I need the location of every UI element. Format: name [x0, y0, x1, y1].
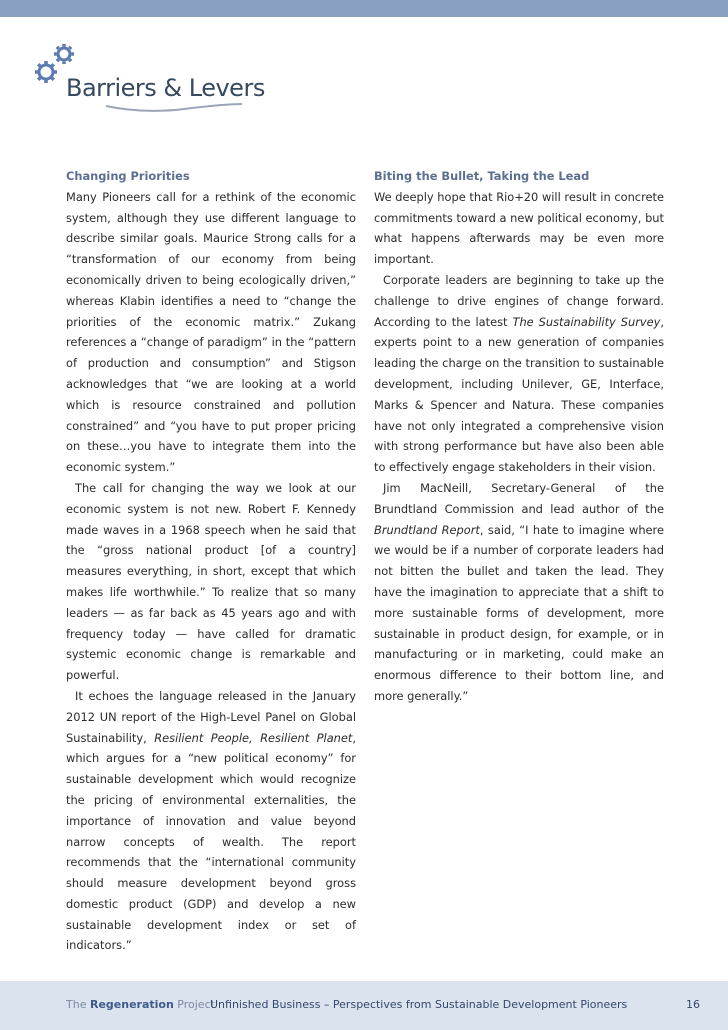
right-column-heading: Biting the Bullet, Taking the Lead — [374, 169, 590, 183]
left-column-heading: Changing Priorities — [66, 169, 190, 183]
right-column — [374, 166, 664, 707]
left-paragraph-3-text-a: It echoes the language released in the January 2012 UN report of the High-Level Panel on Global Sustainability, — [66, 688, 356, 745]
footer-brand-prefix: The — [66, 998, 90, 1011]
right-paragraph-3-text-a: Jim MacNeill, Secretary-General of the Brundtland Commission and lead author of the — [374, 480, 664, 516]
report-title: Resilient People, Resilient Planet — [154, 730, 353, 745]
footer-bar — [0, 981, 728, 1030]
right-paragraph-1: We deeply hope that Rio+20 will result in concrete commitments toward a new political economy, but what happens afterwards may be even more important. — [374, 189, 664, 267]
survey-title: The Sustainability Survey — [512, 314, 661, 329]
left-paragraph-1: Many Pioneers call for a rethink of the economic system, although they use different language to describe similar goals. Maurice Strong calls for a “transformation of our economy from being economically driven to being ecologically driven,” whereas Klabin identifies a need to “change the priorities of the economic matrix.” Zukang references a “change of paradigm” in the “pattern of production and consumption” and Stigson acknowledges that “we are looking at a world which is resource constrained and pollution constrained” and “you have to put proper pricing on these…you have to integrate them into the economic system.” — [66, 189, 356, 475]
footer-brand-strong: Regeneration — [89, 998, 174, 1011]
swoosh-decoration — [104, 100, 244, 114]
top-bar — [0, 0, 728, 17]
footer-publication-title: Unfinished Business – Perspectives from Sustainable Development Pioneers — [210, 998, 628, 1011]
page-number: 16 — [686, 998, 700, 1011]
right-paragraph-2-text-b: , experts point to a new generation of companies leading the charge on the transition to sustainable development, including Unilever, GE, Interface, Marks & Spencer and Natura. These companies have not only integrated a comprehensive vision with strong performance but have also been able to effectively engage stakeholders in their vision. — [374, 314, 664, 475]
left-paragraph-3-text-b: , which argues for a “new political economy” for sustainable development which would recognize the pricing of environmental externalities, the importance of innovation and value beyond narrow concepts of wealth. The report recommends that the “international community should measure development beyond gross domestic product (GDP) and develop a new sustainable development index or set of indicators.” — [66, 730, 357, 953]
right-paragraph-2-text-a: Corporate leaders are beginning to take up the challenge to drive engines of change forward. According to the latest — [374, 272, 664, 329]
brundtland-report-title: Brundtland Report — [374, 522, 480, 537]
footer-brand — [66, 998, 215, 1011]
left-paragraph-2: The call for changing the way we look at our economic system is not new. Robert F. Kennedy made waves in a 1968 speech when he said that the “gross national product [of a country] measures everything, in short, except that which makes life worthwhile.” To realize that so many leaders — as far back as 45 years ago and with frequency today — have called for dramatic systemic economic change is remarkable and powerful. — [66, 480, 356, 683]
left-column — [66, 166, 356, 956]
footer-brand-suffix: Project — [173, 998, 215, 1011]
right-paragraph-2 — [374, 270, 664, 478]
right-paragraph-3-text-b: , said, “I hate to imagine where we would be if a number of corporate leaders had not bitten the bullet and taken the lead. They have the imagination to appreciate that a shift to more sustainable forms of development, more sustainable in product design, for example, or in manufacturing or in marketing, could make an enormous difference to their bottom line, and more generally.” — [374, 522, 664, 703]
right-paragraph-3 — [374, 478, 664, 707]
section-title: Barriers & Levers — [66, 74, 265, 102]
left-paragraph-3 — [66, 686, 356, 956]
